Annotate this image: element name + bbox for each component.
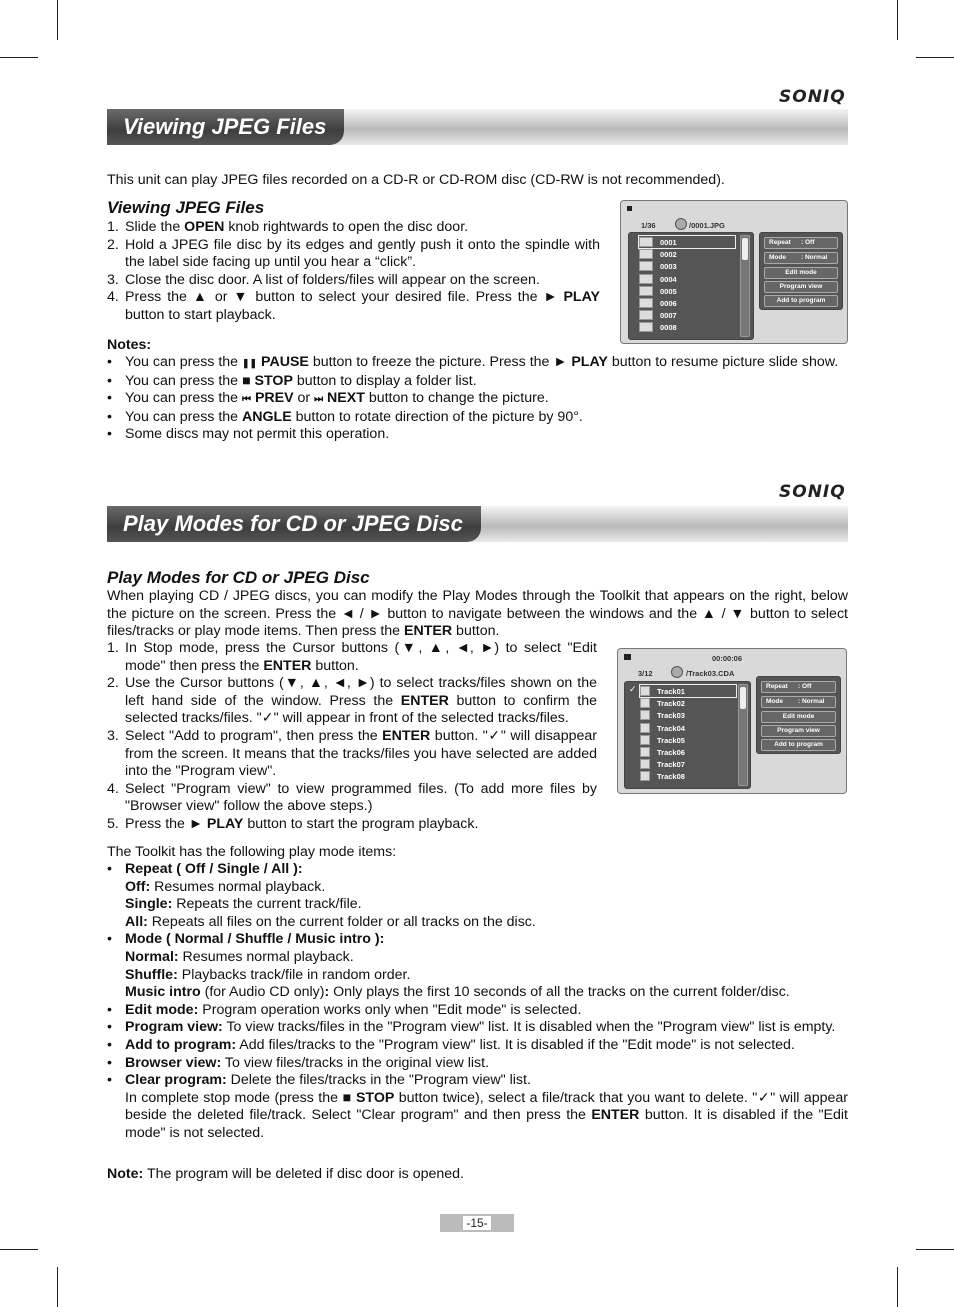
brand-logo: SONIQ — [779, 482, 846, 502]
file-icon — [639, 274, 653, 284]
list-item: • Edit mode: Program operation works only when "Edit mode" is selected. — [107, 1001, 582, 1018]
file-icon — [639, 249, 653, 259]
edit-mode-button[interactable]: Edit mode — [761, 711, 836, 723]
crop-mark — [897, 0, 898, 40]
crop-mark — [916, 57, 954, 58]
list-item: 5. Press the ► PLAY button to start the program playback. — [107, 815, 479, 832]
list-item: 2. Hold a JPEG file disc by its edges and gently push it onto the spindle with the label side facing up until you hear a “click”. — [107, 236, 600, 271]
crop-mark — [0, 57, 38, 58]
section-banner — [107, 109, 848, 145]
disc-icon — [671, 666, 683, 678]
track-path: /Track03.CDA — [686, 669, 735, 678]
banner-title: Viewing JPEG Files — [107, 109, 344, 145]
track-icon — [640, 747, 650, 757]
list-item: • You can press the ❚❚ PAUSE button to freeze the picture. Press the ► PLAY button to resume picture slide show. — [107, 354, 839, 370]
list-item: 3. Select "Add to program", then press the ENTER button. "✓" will disappear from the screen. It means that the tracks/files you have selected are added into the "Program view". — [107, 727, 597, 780]
list-item: 4. Select "Program view" to view programmed files. (To add more files by "Browser view" follow the above steps.) — [107, 780, 597, 815]
intro-text: This unit can play JPEG files recorded on a CD-R or CD-ROM disc (CD-RW is not recommended). — [107, 172, 725, 188]
section-heading: Play Modes for CD or JPEG Disc — [107, 568, 370, 587]
final-note: Note: The program will be deleted if disc door is opened. — [107, 1166, 464, 1182]
cd-browser-screen — [617, 648, 847, 794]
list-item: • Add to program: Add files/tracks to the "Program view" list. It is disabled if the "Edit mode" is not selected. — [107, 1036, 795, 1053]
list-item: • Some discs may not permit this operation. — [107, 426, 390, 443]
list-item: • You can press the ⏮ PREV or ⏭ NEXT button to change the picture. — [107, 390, 549, 407]
add-to-program-button[interactable]: Add to program — [761, 739, 836, 751]
list-item: • Program view: To view tracks/files in the "Program view" list. It is disabled when the "Program view" list is empty. — [107, 1019, 836, 1036]
steps-list — [107, 219, 600, 325]
list-item: • Mode ( Normal / Shuffle / Music intro ): Normal: Resumes normal playback. Shuffle: Playbacks track/file in random order. Music intro (for Audio CD only): Only plays the first 10 seconds of all the tracks on the current folder/disc. — [107, 931, 790, 1001]
program-view-button[interactable]: Program view — [761, 725, 836, 737]
crop-mark — [57, 1267, 58, 1307]
toolkit-panel — [759, 232, 843, 310]
list-item[interactable]: Track04 — [640, 722, 685, 734]
list-item[interactable]: 0003 — [639, 260, 677, 272]
file-path: /0001.JPG — [689, 221, 725, 230]
track-icon — [640, 771, 650, 781]
crop-mark — [897, 1267, 898, 1307]
jpeg-browser-screen — [620, 200, 848, 344]
section-heading: Viewing JPEG Files — [107, 198, 265, 217]
list-item[interactable]: 0004 — [639, 273, 677, 285]
track-icon — [640, 735, 650, 745]
list-item: 4. Press the ▲ or ▼ button to select your desired file. Press the ► PLAY button to start playback. — [107, 289, 600, 323]
track-counter: 3/12 — [638, 669, 653, 678]
crop-mark — [0, 1249, 38, 1250]
track-icon — [640, 698, 650, 708]
repeat-option[interactable]: Repeat : Off — [764, 237, 838, 249]
list-item[interactable]: Track01 — [640, 685, 736, 697]
toolkit-intro: The Toolkit has the following play mode items: — [107, 844, 397, 860]
list-item: 1. Slide the OPEN knob rightwards to open the disc door. — [107, 219, 469, 235]
scrollbar-thumb[interactable] — [742, 238, 748, 260]
edit-mode-button[interactable]: Edit mode — [764, 267, 838, 279]
list-item[interactable]: Track05 — [640, 734, 685, 746]
list-item[interactable]: 0005 — [639, 285, 677, 297]
section-banner — [107, 506, 848, 542]
file-icon — [639, 261, 653, 271]
list-item: 3. Close the disc door. A list of folders/files will appear on the screen. — [107, 271, 540, 288]
program-view-button[interactable]: Program view — [764, 281, 838, 293]
track-list — [624, 681, 751, 789]
crop-mark — [57, 0, 58, 40]
list-item[interactable]: 0008 — [639, 321, 677, 333]
list-item: • You can press the ■ STOP button to display a folder list. — [107, 372, 477, 389]
scrollbar[interactable] — [740, 235, 750, 337]
list-item: • Browser view: To view files/tracks in the original view list. — [107, 1054, 490, 1071]
list-item[interactable]: Track06 — [640, 746, 685, 758]
notes-label: Notes: — [107, 337, 152, 353]
scrollbar-thumb[interactable] — [740, 687, 746, 709]
disc-icon — [675, 218, 687, 230]
list-item[interactable]: 0001 — [639, 236, 735, 248]
list-item[interactable]: 0006 — [639, 297, 677, 309]
list-item[interactable]: Track07 — [640, 758, 685, 770]
list-item[interactable]: Track03 — [640, 709, 685, 721]
list-item[interactable]: Track08 — [640, 770, 685, 782]
list-item[interactable]: 0002 — [639, 248, 677, 260]
stop-icon — [627, 206, 632, 211]
list-item: • Repeat ( Off / Single / All ): Off: Resumes normal playback. Single: Repeats the current track/file. All: Repeats all files on the current folder or all tracks on the disc. — [107, 861, 536, 930]
list-item: • Clear program: Delete the files/tracks in the "Program view" list. In complete stop mode (press the ■ STOP button twice), select a file/track that you want to delete. "✓" will appear beside the deleted file/track. Select "Clear program" and then press the ENTER button. It is disabled if the "Edit mode" is not selected. — [107, 1072, 849, 1141]
mode-option[interactable]: Mode : Normal — [764, 252, 838, 264]
scrollbar[interactable] — [738, 684, 748, 786]
track-icon — [640, 759, 650, 769]
mode-option[interactable]: Mode : Normal — [761, 696, 836, 708]
elapsed-time: 00:00:06 — [712, 654, 743, 663]
banner-title: Play Modes for CD or JPEG Disc — [107, 506, 481, 542]
list-item: • You can press the ANGLE button to rotate direction of the picture by 90°. — [107, 408, 583, 425]
intro-text: When playing CD / JPEG discs, you can modify the Play Modes through the Toolkit that appears on the right, below the picture on the screen. Press the ◄ / ► button to navigate between the windows and the ▲ / ▼ button to select files/tracks or play mode items. Then press the ENTER button. — [107, 588, 848, 640]
repeat-option[interactable]: Repeat : Off — [761, 681, 836, 693]
track-icon — [640, 686, 650, 696]
notes-list — [107, 354, 848, 444]
page-number: -15- — [440, 1214, 514, 1232]
file-icon — [639, 237, 653, 247]
toolkit-items-list — [107, 861, 848, 1143]
file-list — [628, 232, 754, 340]
toolkit-panel — [756, 676, 841, 754]
crop-mark — [916, 1249, 954, 1250]
file-counter: 1/36 — [641, 221, 656, 230]
file-icon — [639, 322, 653, 332]
track-icon — [640, 723, 650, 733]
stop-pause-icon — [624, 654, 631, 660]
list-item[interactable]: 0007 — [639, 309, 677, 321]
file-icon — [639, 286, 653, 296]
checkmark-icon: ✓ — [629, 684, 637, 694]
file-icon — [639, 310, 653, 320]
track-icon — [640, 710, 650, 720]
list-item: 2. Use the Cursor buttons (▼, ▲, ◄, ►) to select tracks/files shown on the left hand side of the window. Press the ENTER button to confirm the selected tracks/files. "✓" will appear in front of the selected tracks/files. — [107, 675, 597, 727]
steps-list — [107, 640, 597, 834]
list-item[interactable]: Track02 — [640, 697, 685, 709]
file-icon — [639, 298, 653, 308]
add-to-program-button[interactable]: Add to program — [764, 295, 838, 307]
list-item: 1. In Stop mode, press the Cursor buttons (▼, ▲, ◄, ►) to select "Edit mode" then press the ENTER button. — [107, 640, 597, 674]
brand-logo: SONIQ — [779, 87, 846, 107]
